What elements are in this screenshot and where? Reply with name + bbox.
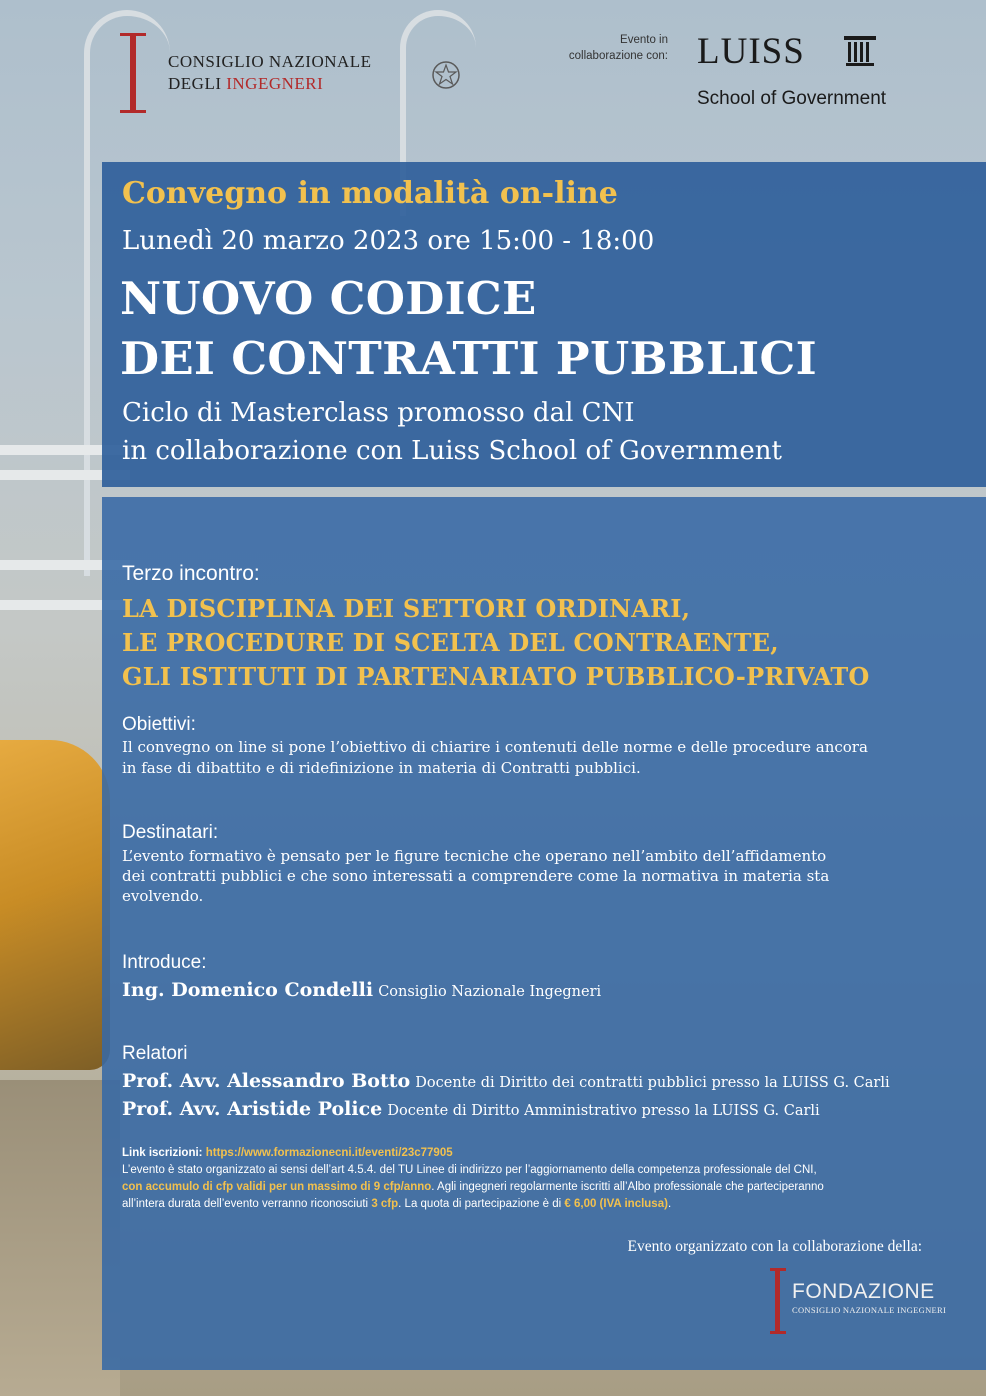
event-title-line-1: NUOVO CODICE (120, 272, 537, 325)
session-label: Terzo incontro: (122, 562, 260, 585)
credits-text-line-3: all’intera durata dell’evento verranno riconosciuti 3 cfp. La quota di partecipazione è di € 6,00 (IVA inclusa). (122, 1198, 672, 1210)
organized-note: Evento organizzato con la collaborazione della: (627, 1238, 922, 1255)
intro-speaker-name: Ing. Domenico Condelli (122, 979, 374, 1001)
fondazione-logo-text: FONDAZIONE (792, 1280, 935, 1303)
excavator-shape (0, 740, 110, 1070)
session-topic-line-2: LE PROCEDURE DI SCELTA DEL CONTRAENTE, (122, 628, 779, 657)
event-title-line-2: DEI CONTRATTI PUBBLICI (120, 332, 817, 385)
registration-link[interactable]: https://www.formazionecni.it/eventi/23c77905 (205, 1147, 453, 1159)
luiss-subtitle: School of Government (697, 88, 887, 109)
speaker-role: Docente di Diritto dei contratti pubblici presso la LUISS G. Carli (415, 1075, 890, 1091)
event-date: Lunedì 20 marzo 2023 ore 15:00 - 18:00 (122, 226, 655, 256)
cni-logo-bar-icon (120, 33, 146, 113)
registration-line (122, 1145, 453, 1161)
luiss-logo-text: LUISS (697, 31, 805, 72)
session-topic-line-1: LA DISCIPLINA DEI SETTORI ORDINARI, (122, 594, 691, 623)
fondazione-logo-subtitle: CONSIGLIO NAZIONALE INGEGNERI (792, 1305, 947, 1315)
audience-label: Destinatari: (122, 822, 219, 843)
speaker-name: Prof. Avv. Aristide Police (122, 1098, 383, 1120)
audience-text-line-2: dei contratti pubblici e che sono interessati a comprendere come la normativa in materia sta (122, 867, 830, 885)
objectives-text-line-1: Il convegno on line si pone l’obiettivo di chiarire i contenuti delle norme e delle procedure ancora (122, 738, 868, 756)
speaker-item (122, 1098, 820, 1120)
event-subtitle-line-1: Ciclo di Masterclass promosso dal CNI (122, 398, 635, 428)
event-format: Convegno in modalità on-line (122, 176, 618, 211)
cni-logo (120, 30, 400, 120)
luiss-column-icon (842, 34, 878, 68)
event-subtitle-line-2: in collaborazione con Luiss School of Government (122, 436, 782, 466)
session-topic-line-3: GLI ISTITUTI DI PARTENARIATO PUBBLICO-PRIVATO (122, 662, 870, 691)
collaboration-label: Evento in collaborazione con: (568, 34, 668, 62)
intro-speaker-role: Consiglio Nazionale Ingegneri (378, 984, 602, 1000)
objectives-text-line-2: in fase di dibattito e di ridefinizione in materia di Contratti pubblici. (122, 759, 641, 777)
credits-text-line-1: L’evento è stato organizzato ai sensi dell’art 4.5.4. del TU Linee di indirizzo per l’aggiornamento della competenza professionale del CNI, (122, 1164, 817, 1176)
cni-name-line-2: DEGLI INGEGNERI (168, 74, 324, 93)
italian-emblem-icon (430, 58, 462, 92)
intro-label: Introduce: (122, 952, 207, 973)
registration-label: Link iscrizioni: (122, 1147, 203, 1159)
audience-text-line-3: evolvendo. (122, 887, 204, 905)
audience-text-line-1: L’evento formativo è pensato per le figure tecniche che operano nell’ambito dell’affidamento (122, 847, 827, 865)
cni-name-line-1: CONSIGLIO NAZIONALE (168, 52, 372, 71)
objectives-label: Obiettivi: (122, 714, 196, 735)
intro-speaker (122, 979, 601, 1001)
speaker-name: Prof. Avv. Alessandro Botto (122, 1070, 411, 1092)
speakers-label: Relatori (122, 1043, 188, 1064)
credits-text-line-2: con accumulo di cfp validi per un massimo di 9 cfp/anno. Agli ingegneri regolarmente iscritti all’Albo professionale che parteciperanno (122, 1181, 824, 1193)
speaker-item (122, 1070, 890, 1092)
fondazione-logo-bar-icon (770, 1268, 786, 1334)
speaker-role: Docente di Diritto Amministrativo presso la LUISS G. Carli (387, 1103, 820, 1119)
